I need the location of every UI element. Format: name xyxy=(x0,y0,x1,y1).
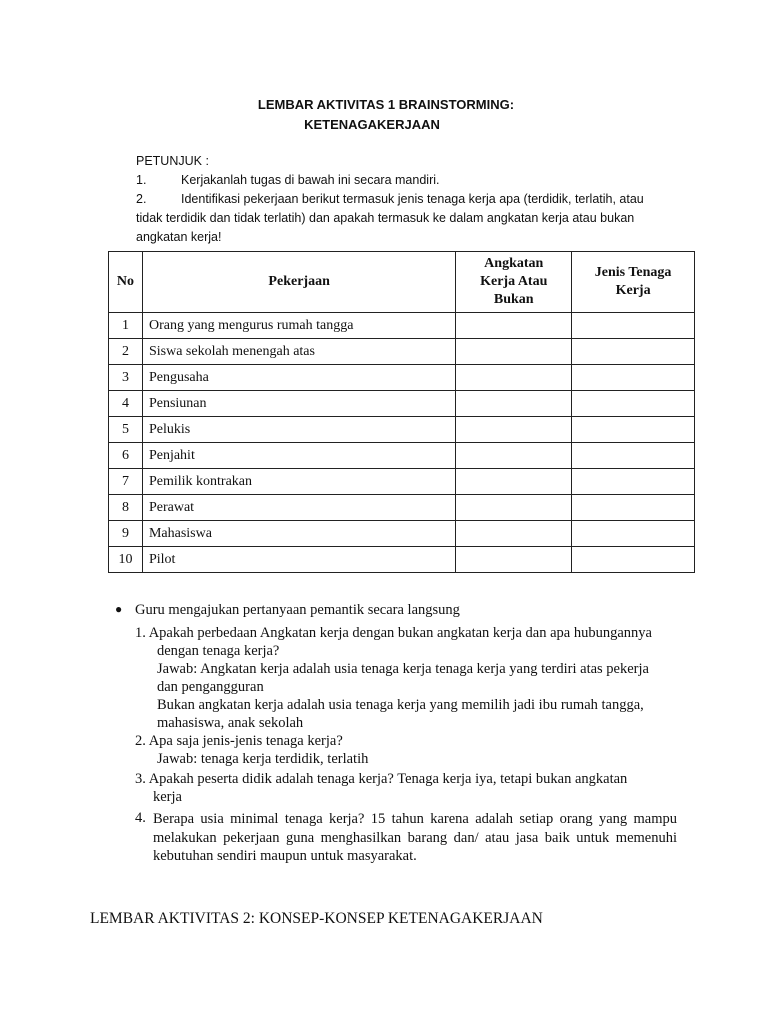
table-row xyxy=(109,365,695,391)
row-number: 7 xyxy=(109,469,143,495)
instruction-1-number: 1. xyxy=(136,173,147,187)
question-4-line-3: kebutuhan sendiri maupun untuk masyarakat. xyxy=(153,848,417,864)
header-jenis-line-1: Jenis Tenaga xyxy=(594,265,672,280)
row-angkatan-cell[interactable] xyxy=(456,391,572,417)
row-number: 5 xyxy=(109,417,143,443)
row-angkatan-cell[interactable] xyxy=(456,313,572,339)
row-jenis-cell[interactable] xyxy=(572,313,695,339)
row-angkatan-cell[interactable] xyxy=(456,443,572,469)
instruction-2-line-1: Identifikasi pekerjaan berikut termasuk jenis tenaga kerja apa (terdidik, terlatih, atau xyxy=(181,192,644,206)
question-1-line-2: dengan tenaga kerja? xyxy=(157,643,280,659)
question-4-number: 4. xyxy=(135,810,146,826)
table-row xyxy=(109,547,695,573)
header-angkatan-line-2: Kerja Atau xyxy=(480,274,548,289)
question-1-line-1: 1. Apakah perbedaan Angkatan kerja dengan bukan angkatan kerja dan apa hubungannya xyxy=(135,625,652,641)
row-number: 3 xyxy=(109,365,143,391)
row-occupation: Siswa sekolah menengah atas xyxy=(142,339,455,365)
bullet-icon: ● xyxy=(115,602,123,616)
occupation-table xyxy=(108,251,695,573)
row-number: 1 xyxy=(109,313,143,339)
instruction-2-line-2: tidak terdidik dan tidak terlatih) dan apakah termasuk ke dalam angkatan kerja atau bukan xyxy=(136,211,635,225)
header-angkatan-line-1: Angkatan xyxy=(484,256,544,271)
row-angkatan-cell[interactable] xyxy=(456,495,572,521)
table-row xyxy=(109,391,695,417)
row-occupation: Mahasiswa xyxy=(142,521,455,547)
table-row xyxy=(109,313,695,339)
question-1-answer-line-2: dan pengangguran xyxy=(157,679,264,695)
row-occupation: Pensiunan xyxy=(142,391,455,417)
activity-2-heading: LEMBAR AKTIVITAS 2: KONSEP-KONSEP KETENAGAKERJAAN xyxy=(90,910,543,927)
table-row xyxy=(109,443,695,469)
row-jenis-cell[interactable] xyxy=(572,417,695,443)
row-jenis-cell[interactable] xyxy=(572,469,695,495)
row-angkatan-cell[interactable] xyxy=(456,339,572,365)
row-jenis-cell[interactable] xyxy=(572,521,695,547)
row-jenis-cell[interactable] xyxy=(572,443,695,469)
header-pekerjaan: Pekerjaan xyxy=(142,252,455,313)
row-jenis-cell[interactable] xyxy=(572,495,695,521)
worksheet-subtitle: KETENAGAKERJAAN xyxy=(304,117,440,132)
row-number: 8 xyxy=(109,495,143,521)
question-3-line-1: 3. Apakah peserta didik adalah tenaga kerja? Tenaga kerja iya, tetapi bukan angkatan xyxy=(135,771,628,787)
row-occupation: Perawat xyxy=(142,495,455,521)
row-angkatan-cell[interactable] xyxy=(456,417,572,443)
row-number: 9 xyxy=(109,521,143,547)
table-row xyxy=(109,417,695,443)
table-row xyxy=(109,339,695,365)
row-number: 2 xyxy=(109,339,143,365)
row-occupation: Pengusaha xyxy=(142,365,455,391)
questions-intro: Guru mengajukan pertanyaan pemantik secara langsung xyxy=(135,602,460,618)
question-2-line-1: 2. Apa saja jenis-jenis tenaga kerja? xyxy=(135,733,343,749)
question-2-answer: Jawab: tenaga kerja terdidik, terlatih xyxy=(157,751,369,767)
row-number: 10 xyxy=(109,547,143,573)
question-1-answer-line-3: Bukan angkatan kerja adalah usia tenaga kerja yang memilih jadi ibu rumah tangga, xyxy=(157,697,644,713)
row-occupation: Pemilik kontrakan xyxy=(142,469,455,495)
table-header-row xyxy=(109,252,695,313)
question-1-answer-line-1: Jawab: Angkatan kerja adalah usia tenaga kerja tenaga kerja yang terdiri atas pekerja xyxy=(157,661,649,677)
worksheet-title: LEMBAR AKTIVITAS 1 BRAINSTORMING: xyxy=(257,97,515,112)
question-3-line-2: kerja xyxy=(153,789,182,805)
row-occupation: Penjahit xyxy=(142,443,455,469)
row-occupation: Pelukis xyxy=(142,417,455,443)
instruction-1-text: Kerjakanlah tugas di bawah ini secara mandiri. xyxy=(181,173,440,187)
header-angkatan-kerja xyxy=(456,252,572,313)
row-jenis-cell[interactable] xyxy=(572,391,695,417)
question-4-line-2: melakukan pekerjaan guna menghasilkan barang dan/ atau jasa baik untuk memenuhi xyxy=(153,830,677,846)
header-angkatan-line-3: Bukan xyxy=(493,292,534,307)
row-jenis-cell[interactable] xyxy=(572,547,695,573)
question-4-line-1: Berapa usia minimal tenaga kerja? 15 tahun karena adalah setiap orang yang mampu xyxy=(153,811,677,827)
row-number: 4 xyxy=(109,391,143,417)
instructions-heading: PETUNJUK : xyxy=(136,154,209,168)
header-jenis-line-2: Kerja xyxy=(615,283,651,298)
row-occupation: Pilot xyxy=(142,547,455,573)
row-jenis-cell[interactable] xyxy=(572,339,695,365)
table-row xyxy=(109,521,695,547)
row-number: 6 xyxy=(109,443,143,469)
header-no: No xyxy=(109,252,143,313)
row-jenis-cell[interactable] xyxy=(572,365,695,391)
row-angkatan-cell[interactable] xyxy=(456,547,572,573)
instruction-2-number: 2. xyxy=(136,192,147,206)
table-row xyxy=(109,495,695,521)
row-angkatan-cell[interactable] xyxy=(456,365,572,391)
header-jenis-tenaga-kerja xyxy=(572,252,695,313)
row-angkatan-cell[interactable] xyxy=(456,469,572,495)
row-angkatan-cell[interactable] xyxy=(456,521,572,547)
table-row xyxy=(109,469,695,495)
row-occupation: Orang yang mengurus rumah tangga xyxy=(142,313,455,339)
question-1-answer-line-4: mahasiswa, anak sekolah xyxy=(157,715,304,731)
instruction-2-line-3: angkatan kerja! xyxy=(136,230,222,244)
